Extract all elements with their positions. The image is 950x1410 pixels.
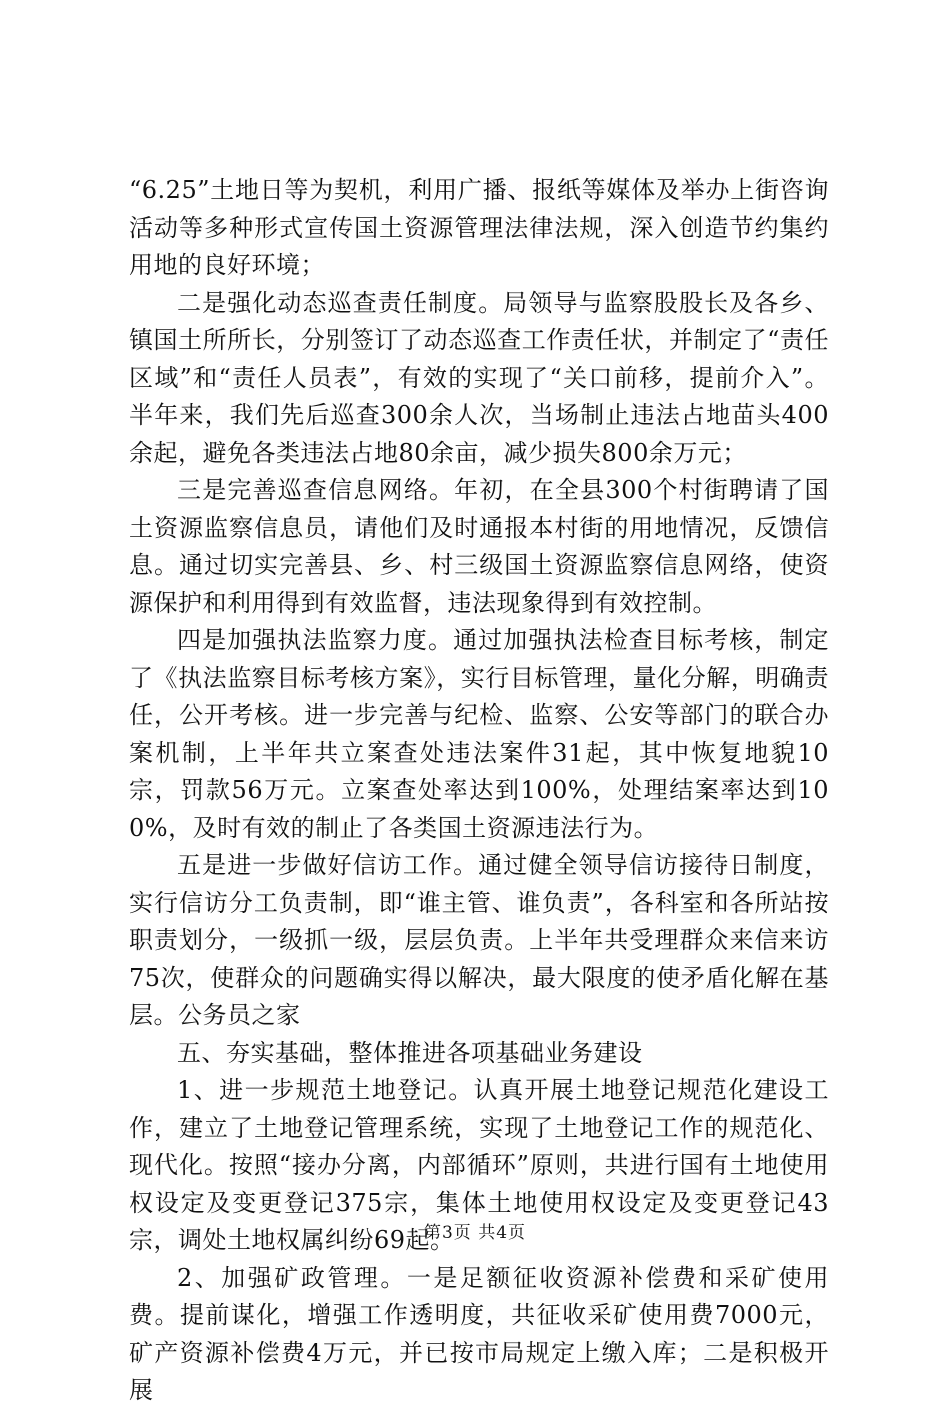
paragraph-patrol-responsibility: 二是强化动态巡查责任制度。局领导与监察股股长及各乡、镇国土所所长，分别签订了动态巡查工作责任状，并制定了“责任区域”和“责任人员表”，有效的实现了“关口前移，提前介入”。半年来，我们先后巡查300余人次，当场制止违法占地苗头400余起，避免各类违法占地80余亩，减少损失800余万元；: [129, 288, 829, 467]
paragraph-patrol-network: 三是完善巡查信息网络。年初，在全县300个村街聘请了国土资源监察信息员，请他们及时通报本村街的用地情况，反馈信息。通过切实完善县、乡、村三级国土资源监察信息网络，使资源保护和利用得到有效监督，违法现象得到有效控制。: [129, 476, 829, 617]
paragraph-land-registration: 1、进一步规范土地登记。认真开展土地登记规范化建设工作，建立了土地登记管理系统，实现了土地登记工作的规范化、现代化。按照“接办分离，内部循环”原则，共进行国有土地使用权设定及变更登记375宗，集体土地使用权设定及变更登记43宗，调处土地权属纠纷69起。: [129, 1076, 829, 1254]
page-number-footer: 第3页 共4页: [423, 1223, 527, 1243]
paragraph-mining-management: 2、加强矿政管理。一是足额征收资源补偿费和采矿使用费。提前谋化，增强工作透明度，共征收采矿使用费7000元，矿产资源补偿费4万元，并已按市局规定上缴入库；二是积极开展: [129, 1263, 829, 1404]
paragraph-petition-work: 五是进一步做好信访工作。通过健全领导信访接待日制度，实行信访分工负责制，即“谁主管、谁负责”，各科室和各所站按职责划分，一级抓一级，层层负责。上半年共受理群众来信来访75次，使群众的问题确实得以解决，最大限度的使矛盾化解在基层。公务员之家: [129, 851, 829, 1029]
paragraph-land-day: “6.25”土地日等为契机，利用广播、报纸等媒体及举办上街咨询活动等多种形式宣传国土资源管理法律法规，深入创造节约集约用地的良好环境；: [129, 176, 829, 279]
section-heading-foundation: 五、夯实基础，整体推进各项基础业务建设: [177, 1038, 643, 1067]
paragraph-law-enforcement: 四是加强执法监察力度。通过加强执法检查目标考核，制定了《执法监察目标考核方案》，实行目标管理，量化分解，明确责任，公开考核。进一步完善与纪检、监察、公安等部门的联合办案机制，上半年共立案查处违法案件31起，其中恢复地貌10宗，罚款56万元。立案查处率达到100%，处理结案率达到100%，及时有效的制止了各类国土资源违法行为。: [129, 626, 829, 842]
